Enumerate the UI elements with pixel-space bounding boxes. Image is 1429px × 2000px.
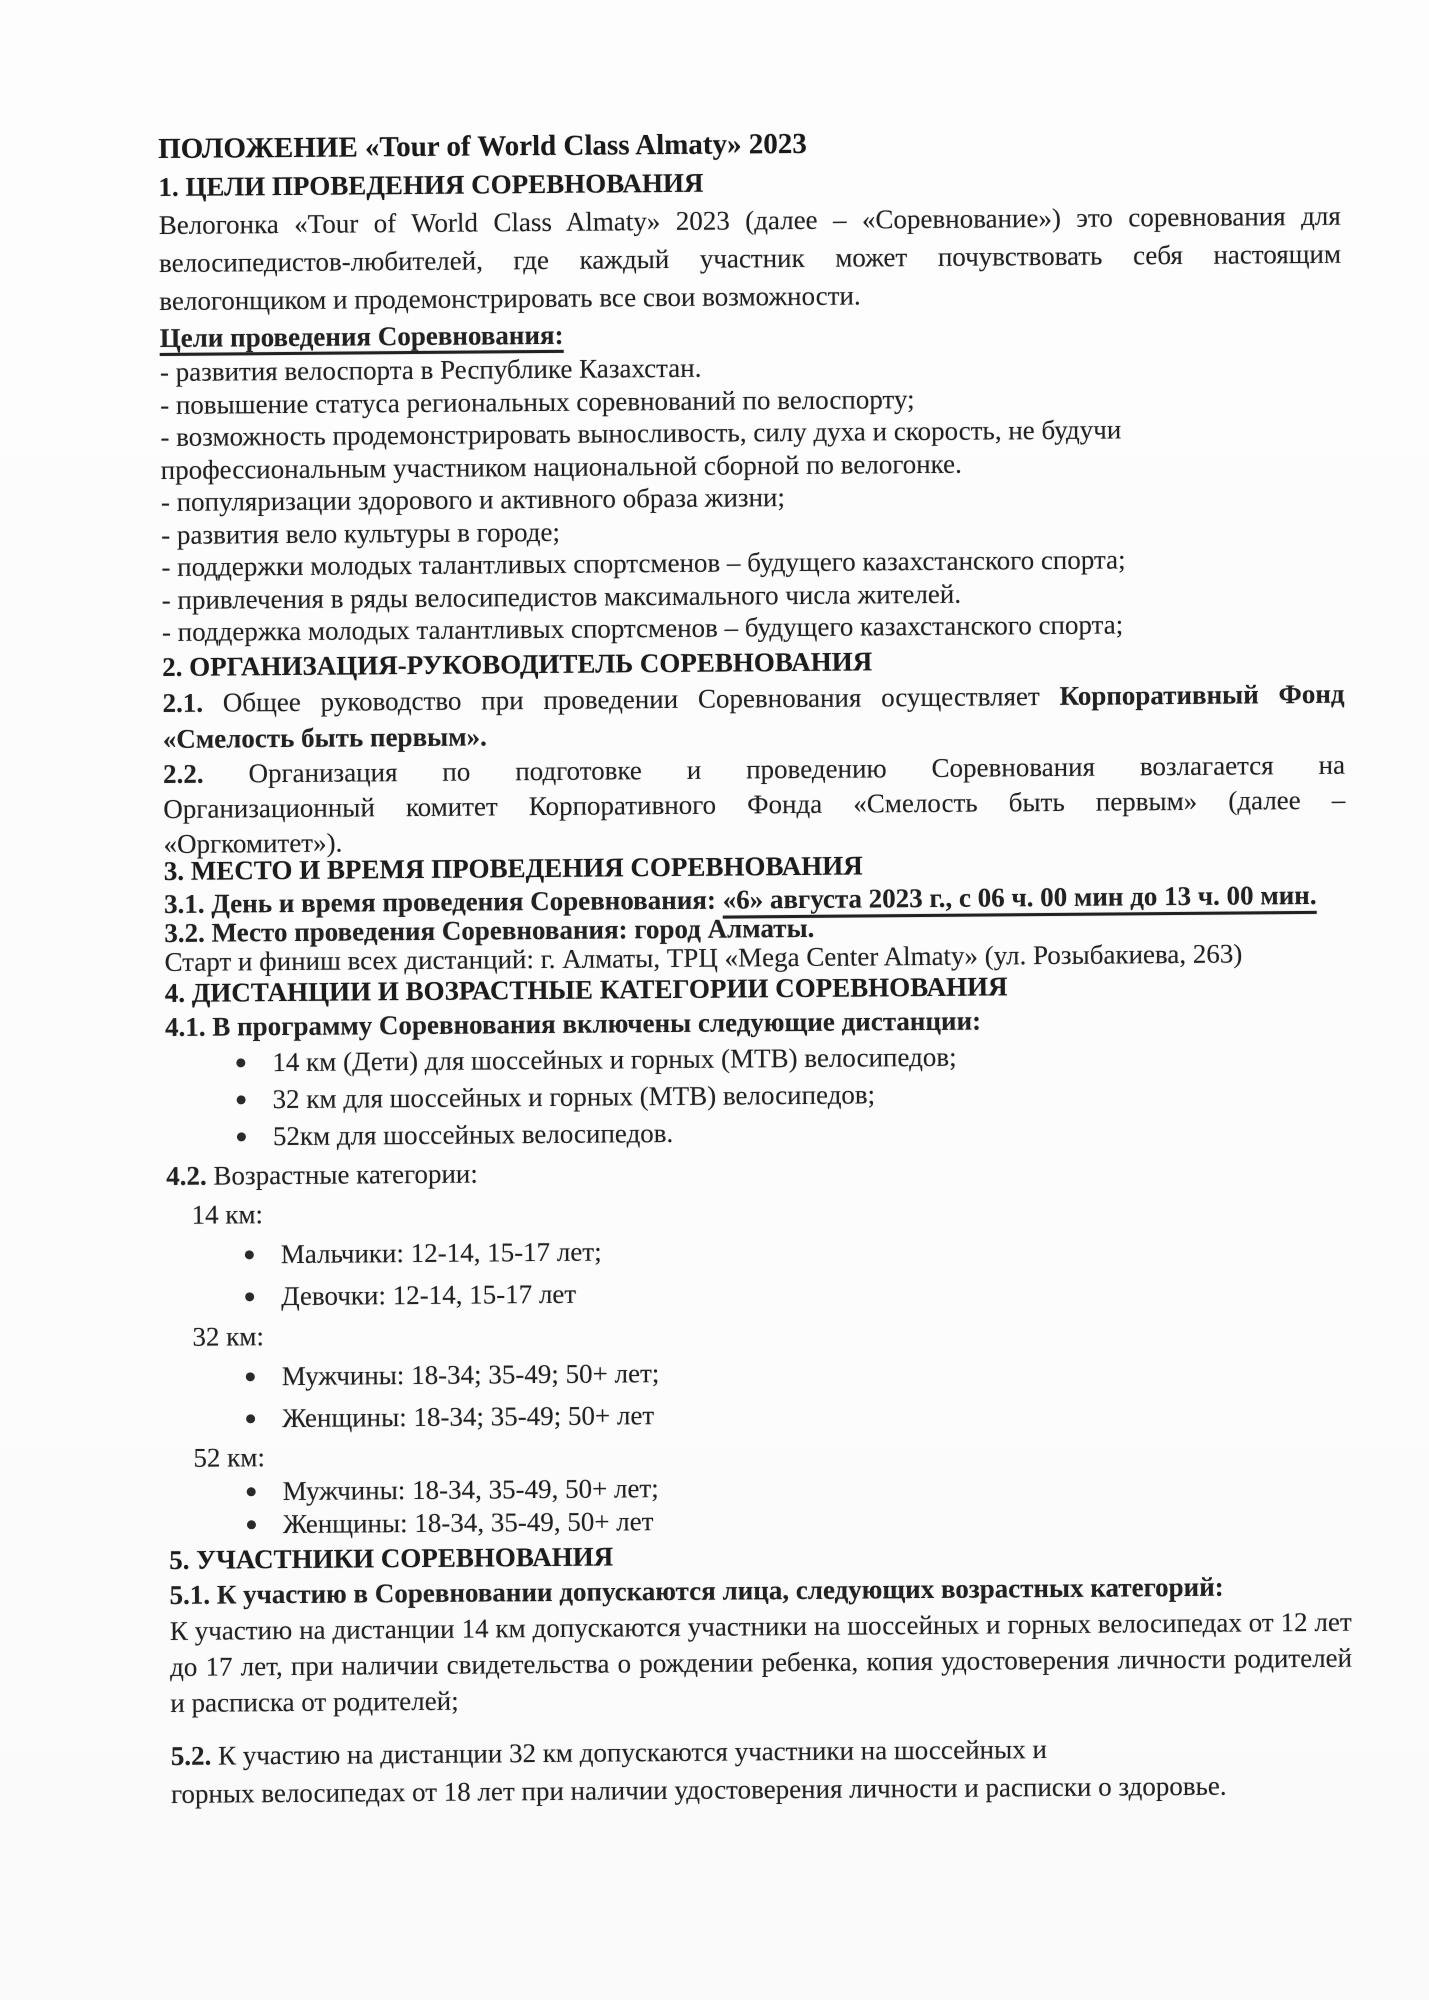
distances-list	[165, 1035, 1348, 1155]
goal-item: - поддержки молодых талантливых спортсменов – будущего казахстанского спорта;	[161, 544, 1126, 582]
category-item: Женщины: 18-34, 35-49, 50+ лет	[283, 1499, 1351, 1540]
age-categories-list	[168, 1346, 1351, 1439]
goal-item: - поддержка молодых талантливых спортсменов – будущего казахстанского спорта;	[161, 609, 1124, 647]
category-item: Мужчины: 18-34; 35-49; 50+ лет;	[282, 1346, 1350, 1396]
age-categories-list	[169, 1466, 1351, 1541]
category-item: Девочки: 12-14, 15-17 лет	[281, 1266, 1349, 1316]
clause-number: 4.2.	[166, 1160, 207, 1191]
clause-text: К участию на дистанции 32 км допускаются участники на шоссейных и	[211, 1733, 1047, 1771]
age-group-14km	[166, 1186, 1349, 1317]
goal-item: - возможность продемонстрировать выносливость, силу духа и скорость, не будучи профессиональным участником национальной сборной по велогонке.	[160, 414, 1122, 485]
goals-heading: Цели проведения Соревнования:	[159, 319, 564, 353]
goals-list	[160, 347, 1344, 649]
clause-3-2: 3.2. Место проведения Соревнования: город Алматы.	[164, 912, 815, 948]
clause-2-1	[162, 675, 1345, 756]
clause-line: «Оргкомитет»).	[163, 827, 343, 859]
clause-2-2	[163, 747, 1346, 861]
goal-item: - развития вело культуры в городе;	[161, 516, 561, 550]
document-title: ПОЛОЖЕНИЕ «Tour of World Class Almaty» 2023	[158, 127, 807, 165]
age-group-distance: 52 км:	[193, 1441, 266, 1473]
category-item: Женщины: 18-34; 35-49; 50+ лет	[282, 1388, 1350, 1438]
clause-5-1-heading: 5.1. К участию в Соревновании допускаются лица, следующих возрастных категорий:	[169, 1571, 1224, 1610]
age-group-52km	[168, 1430, 1351, 1541]
goal-item: - повышение статуса региональных соревнований по велоспорту;	[160, 383, 915, 420]
section3-heading: 3. МЕСТО И ВРЕМЯ ПРОВЕДЕНИЯ СОРЕВНОВАНИЯ	[163, 849, 863, 886]
document-content	[158, 121, 1353, 1813]
clause-text: Общее руководство при проведении Соревнования осуществляет	[202, 680, 1060, 718]
section4-heading: 4. ДИСТАНЦИИ И ВОЗРАСТНЫЕ КАТЕГОРИИ СОРЕВНОВАНИЯ	[164, 970, 1008, 1008]
distance-item: 52км для шоссейных велосипедов.	[273, 1109, 1348, 1154]
clause-5-1-body: К участию на дистанции 14 км допускаются участники на шоссейных и горных велосипедах от 12 лет до 17 лет, при наличии свидетельства о рождении ребенка, копия удостоверения личности родителей и расписка от родителей;	[169, 1606, 1353, 1718]
distance-item: 32 км для шоссейных и горных (MTB) велосипедов;	[272, 1072, 1347, 1117]
section1-intro: Велогонка «Tour of World Class Almaty» 2023 (далее – «Соревнование») это соревнования для велосипедистов-любителей, где каждый участник может почувствовать себя настоящим велогонщиком и продемонстрировать все свои возможности.	[158, 200, 1342, 316]
clause-number: 5.2.	[170, 1740, 212, 1771]
goal-item: - развития велоспорта в Республике Казахстан.	[159, 352, 702, 387]
age-categories-list	[167, 1224, 1350, 1317]
category-item: Мужчины: 18-34, 35-49, 50+ лет;	[283, 1466, 1351, 1507]
date-time-value: «6» августа 2023 г., с 06 ч. 00 мин до 13 ч. 00 мин.	[722, 879, 1317, 915]
age-group-distance: 32 км:	[192, 1320, 265, 1352]
clause-text: Организация по подготовке и проведению Соревнования возлагается на	[203, 749, 1346, 789]
age-group-distance: 14 км:	[191, 1198, 264, 1230]
clause-text: Возрастные категории:	[206, 1158, 478, 1191]
date-time-label: 3.1. День и время проведения Соревнования:	[163, 884, 723, 919]
clause-4-1: 4.1. В программу Соревнования включены следующие дистанции:	[164, 1005, 982, 1042]
category-item: Мальчики: 12-14, 15-17 лет;	[281, 1224, 1349, 1274]
distance-item: 14 км (Дети) для шоссейных и горных (MTB) велосипедов;	[272, 1035, 1347, 1080]
clause-number: 2.1.	[162, 687, 204, 718]
age-group-32km	[167, 1308, 1350, 1439]
goal-item: - привлечения в ряды велосипедистов максимального числа жителей.	[161, 578, 962, 615]
clause-5-2	[171, 1727, 1354, 1812]
clause-line: Организационный комитет Корпоративного Фонда «Смелость быть первым» (далее –	[163, 784, 1346, 824]
section5-heading: 5. УЧАСТНИКИ СОРЕВНОВАНИЯ	[169, 1540, 614, 1575]
section1-heading: 1. ЦЕЛИ ПРОВЕДЕНИЯ СОРЕВНОВАНИЯ	[158, 167, 704, 202]
clause-text: горных велосипедах от 18 лет при наличии удостоверения личности и расписки о здоровье.	[170, 1770, 1227, 1809]
goal-item: - популяризации здорового и активного образа жизни;	[160, 482, 786, 517]
start-finish-line: Старт и финиш всех дистанций: г. Алматы, ТРЦ «Mega Center Almaty» (ул. Розыбакиева, 263)	[164, 938, 1243, 977]
organizer-name: Корпоративный Фонд «Смелость быть первым».	[162, 678, 1345, 754]
clause-number: 2.2.	[162, 758, 204, 789]
section2-heading: 2. ОРГАНИЗАЦИЯ-РУКОВОДИТЕЛЬ СОРЕВНОВАНИЯ	[162, 645, 873, 682]
